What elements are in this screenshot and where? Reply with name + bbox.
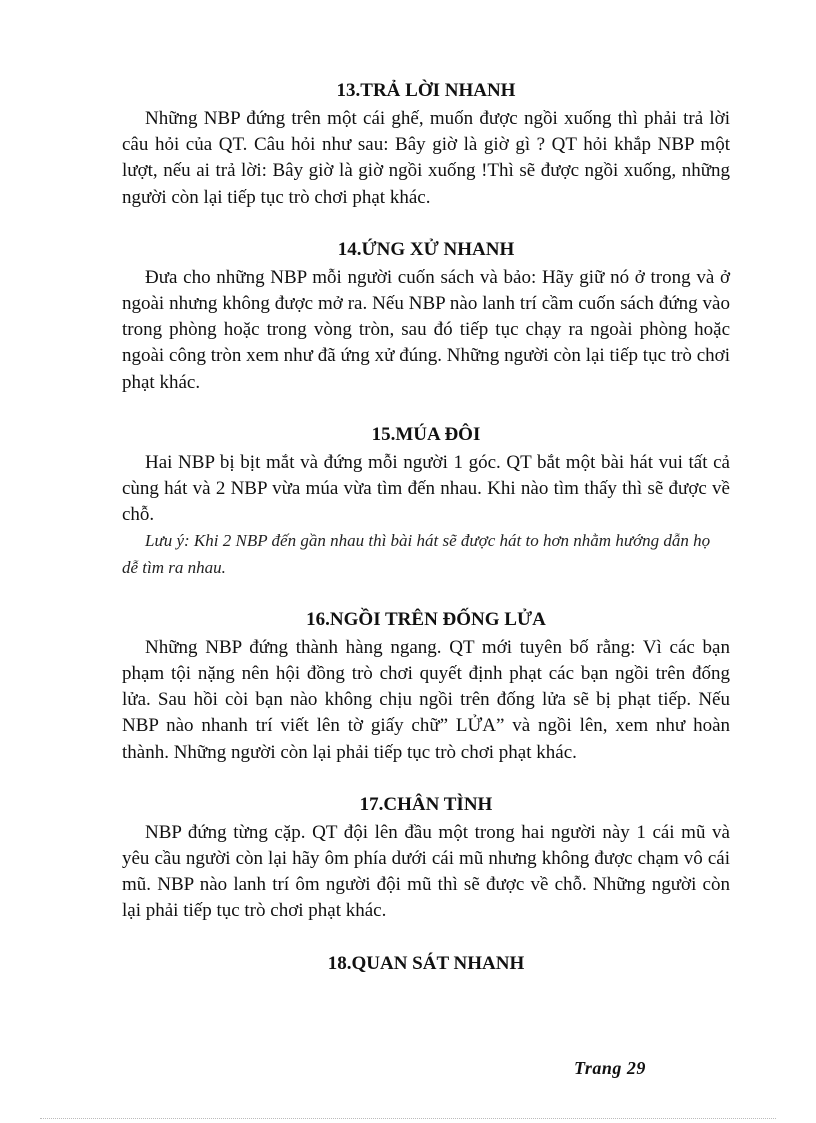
page-content (122, 78, 730, 979)
section-paragraph: Hai NBP bị bịt mắt và đứng mỗi người 1 góc. QT bắt một bài hát vui tất cả cùng hát và 2 NBP vừa múa vừa tìm đến nhau. Khi nào tìm thấy thì sẽ được về chỗ. (122, 451, 730, 526)
section-note: Lưu ý: Khi 2 NBP đến gần nhau thì bài hát sẽ được hát to hơn nhằm hướng dẫn họ dễ tìm ra nhau. (122, 531, 711, 577)
section-16 (122, 607, 730, 766)
section-title: 15.MÚA ĐÔI (371, 423, 481, 445)
section-13 (122, 78, 730, 211)
section-paragraph: Đưa cho những NBP mỗi người cuốn sách và bảo: Hãy giữ nó ở trong và ở ngoài nhưng không được mở ra. Nếu NBP nào lanh trí cầm cuốn sách đứng vào trong phòng hoặc trong vòng tròn, sau đó tiếp tục chạy ra ngoài phòng hoặc ngoài công tròn xem như đã ứng xử đúng. Những người còn lại tiếp tục trò chơi phạt khác. (122, 266, 730, 393)
section-paragraph: Những NBP đứng thành hàng ngang. QT mới tuyên bố rằng: Vì các bạn phạm tội nặng nên hội đồng trò chơi quyết định phạt các bạn ngồi trên đống lửa. Sau hồi còi bạn nào không chịu ngồi trên đống lửa sẽ bị phạt tiếp. Nếu NBP nào nhanh trí viết lên tờ giấy chữ” LỬA” và ngồi lên, xem như hoàn thành. Những người còn lại phải tiếp tục trò chơi phạt khác. (122, 636, 730, 763)
section-title: 16.NGỒI TRÊN ĐỐNG LỬA (306, 608, 546, 630)
section-14 (122, 237, 730, 396)
section-18 (122, 951, 730, 977)
section-15 (122, 422, 730, 581)
page-number: Trang 29 (574, 1058, 646, 1078)
section-paragraph: Những NBP đứng trên một cái ghế, muốn được ngồi xuống thì phải trả lời câu hỏi của QT. Câu hỏi như sau: Bây giờ là giờ gì ? QT hỏi khắp NBP một lượt, nếu ai trả lời: Bây giờ là giờ ngồi xuống !Thì sẽ được ngồi xuống, những người còn lại tiếp tục trò chơi phạt khác. (122, 108, 730, 208)
section-title: 13.TRẢ LỜI NHANH (336, 80, 516, 101)
section-title: 14.ỨNG XỬ NHANH (337, 238, 515, 260)
bottom-divider (40, 1118, 776, 1119)
section-title: 17.CHÂN TÌNH (359, 793, 493, 815)
section-paragraph: NBP đứng từng cặp. QT đội lên đầu một trong hai người này 1 cái mũ và yêu cầu người còn lại hãy ôm phía dưới cái mũ nhưng không được chạm vô cái mũ. NBP nào lanh trí ôm người đội mũ thì sẽ được về chỗ. Những người còn lại phải tiếp tục trò chơi phạt khác. (122, 821, 730, 922)
section-title: 18.QUAN SÁT NHANH (327, 952, 525, 974)
section-17 (122, 792, 730, 925)
